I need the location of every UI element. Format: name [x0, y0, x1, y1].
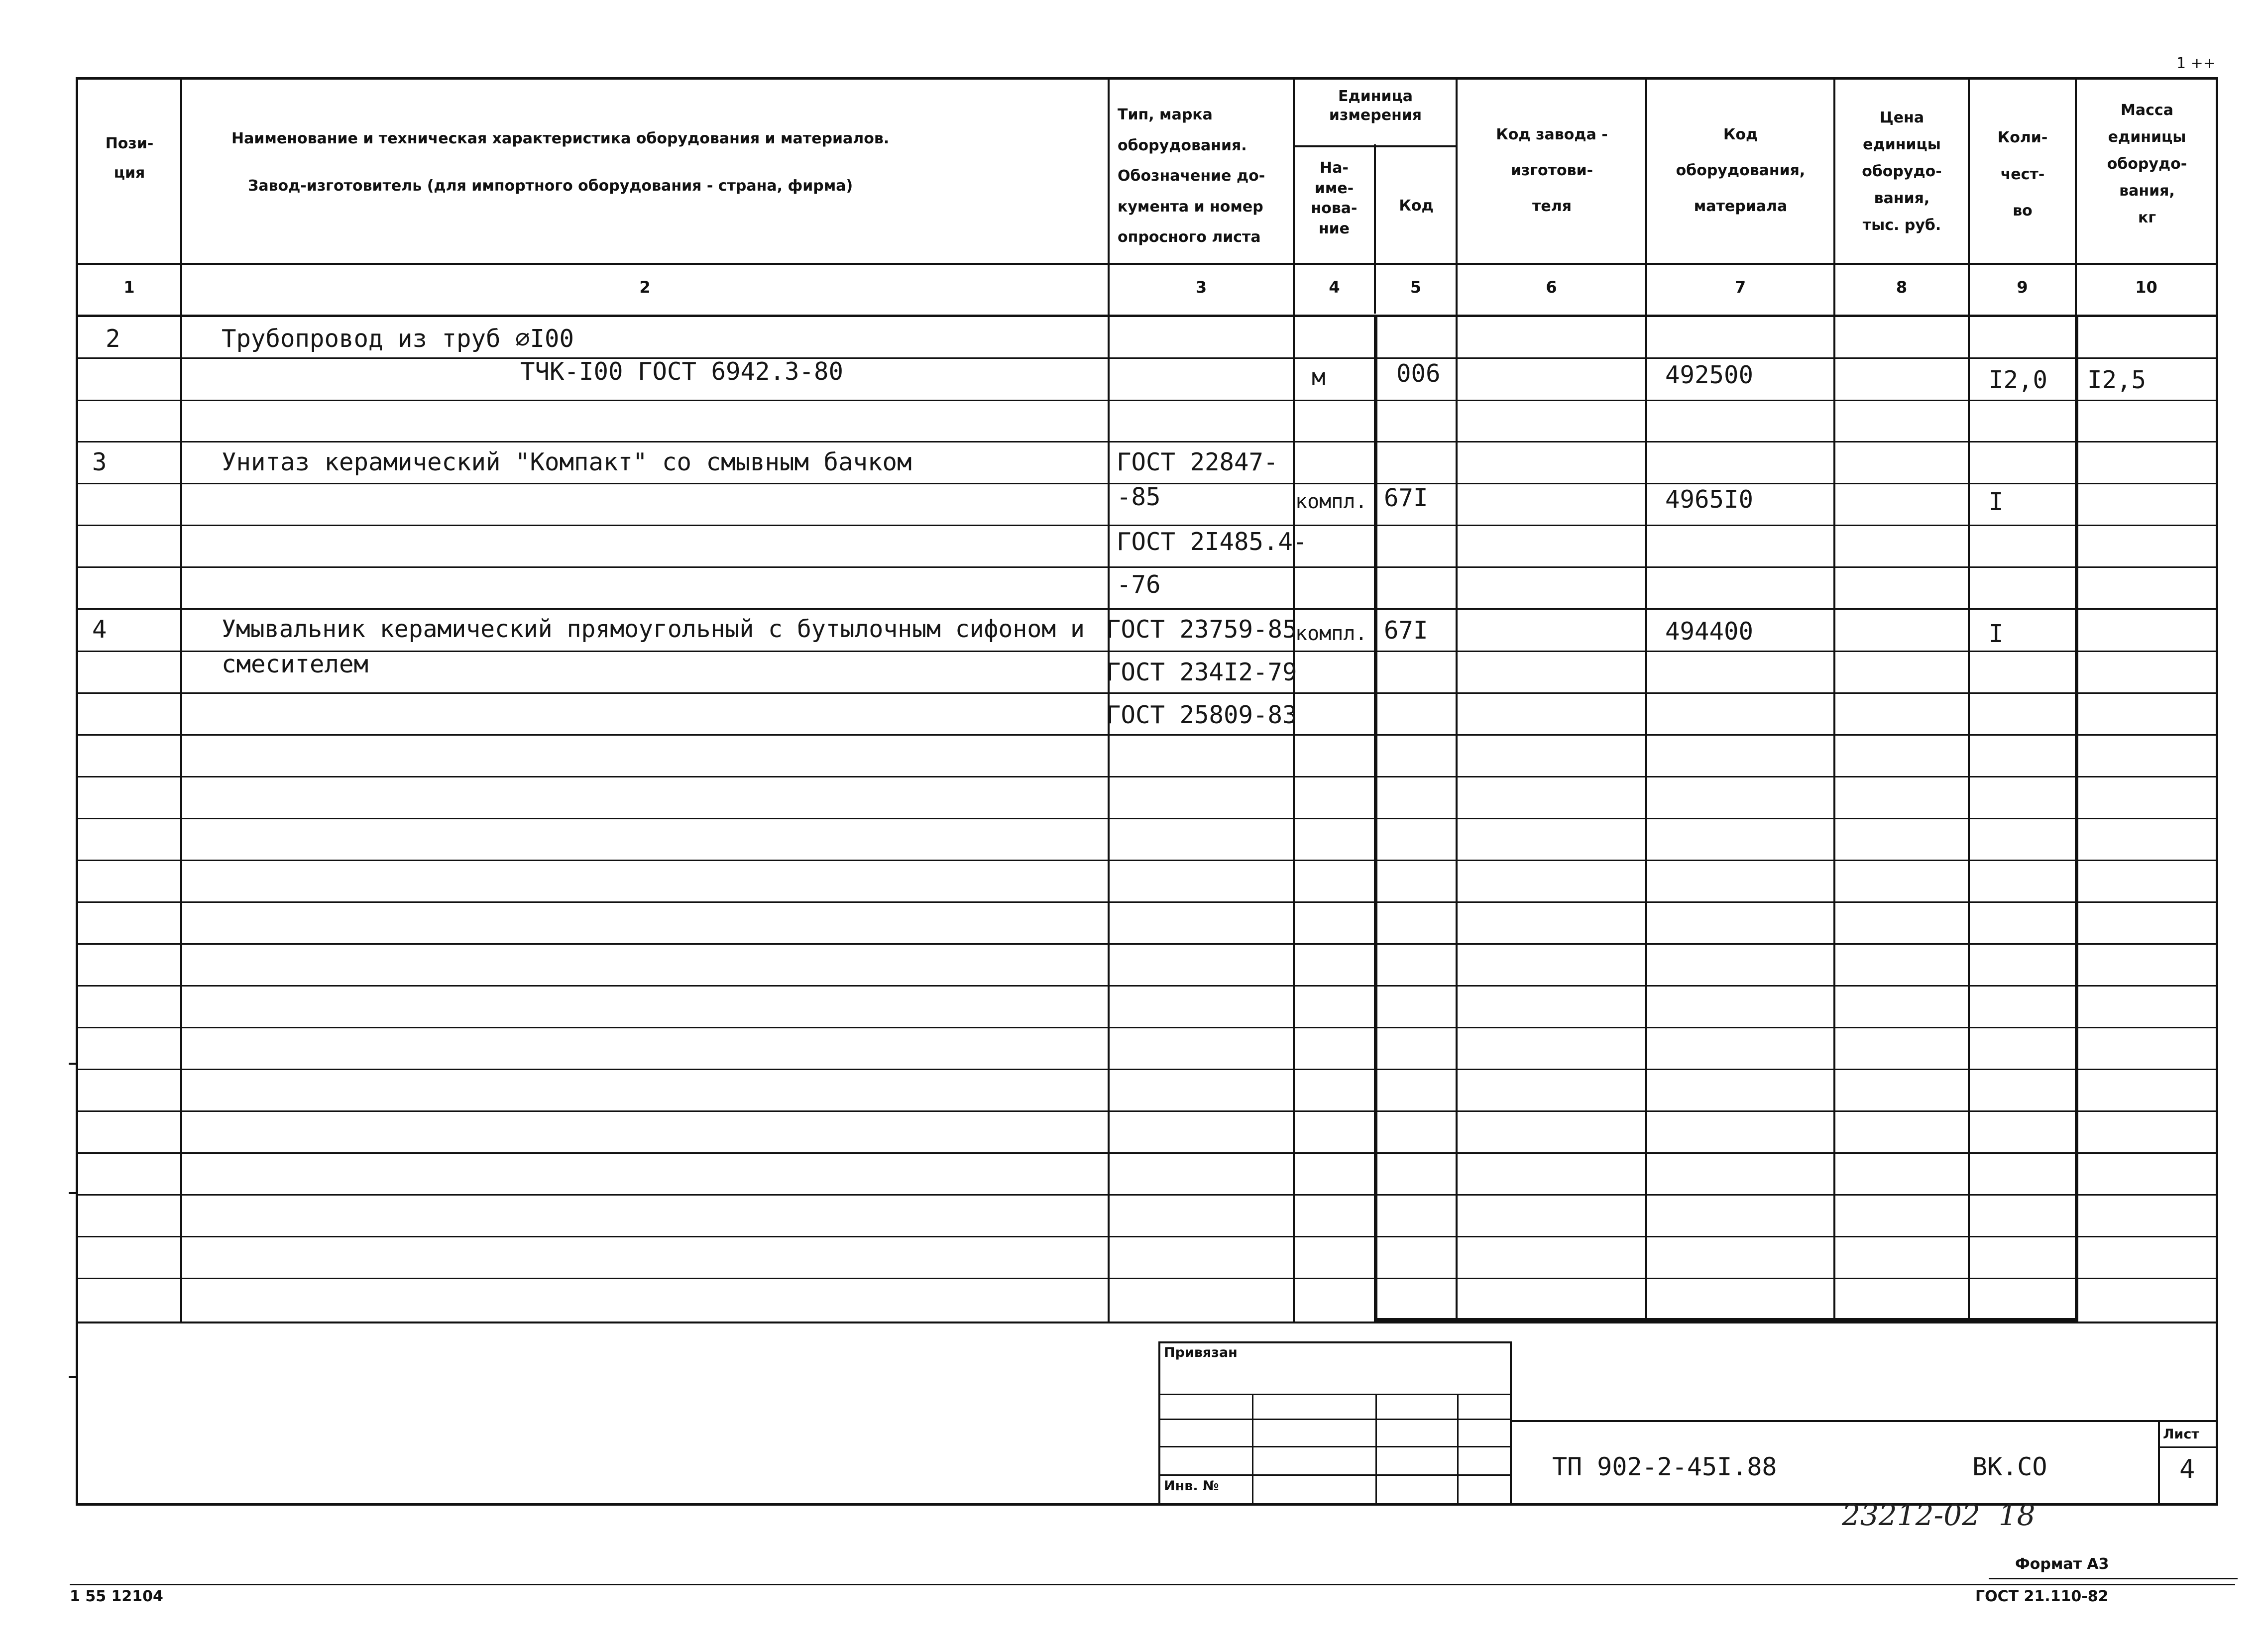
quantity-cell: I: [1989, 620, 2004, 648]
column-number: 3: [1195, 278, 1207, 297]
name-cell: Унитаз керамический "Компакт" со смывным бачком: [222, 448, 912, 476]
column-number: 2: [639, 278, 651, 297]
footer-left-code: 1 55 12104: [70, 1588, 163, 1605]
name-cell: смесителем: [222, 650, 369, 678]
column-number: 10: [2135, 278, 2157, 297]
unit-name-cell: м: [1312, 363, 1326, 390]
type-cell: -85: [1117, 483, 1161, 511]
type-cell: ГОСТ 25809-83: [1106, 701, 1297, 729]
handwritten-archive-number: 23212-02 18: [1842, 1498, 2036, 1532]
column-number: 8: [1896, 278, 1908, 297]
header-price: Цена единицы оборудо- вания, тыс. руб.: [1862, 109, 1942, 234]
unit-name-cell: компл.: [1295, 490, 1367, 513]
type-cell: -76: [1117, 570, 1161, 599]
header-unit-group-label: Единица измерения: [1329, 88, 1422, 124]
position-cell: 4: [92, 615, 107, 644]
header-unit-code: Код: [1399, 197, 1434, 215]
header-equipment-code: Код оборудования, материала: [1676, 126, 1806, 215]
header-position: Пози- ция: [105, 135, 154, 182]
column-number: 6: [1546, 278, 1557, 297]
section-code: ВК.СО: [1972, 1452, 2047, 1481]
header-plant-code: Код завода - изготови- теля: [1496, 126, 1608, 215]
privyazan-label: Привязан: [1164, 1345, 1238, 1360]
equipment-code-cell: 494400: [1665, 617, 1754, 646]
sheet-label: Лист: [2163, 1427, 2199, 1442]
header-name-line2: Завод-изготовитель (для импортного оборудования - страна, фирма): [248, 177, 853, 195]
type-cell: ГОСТ 2I485.4-: [1117, 528, 1308, 556]
name-cell: ТЧК-I00 ГОСТ 6942.3-80: [520, 357, 844, 386]
mass-cell: I2,5: [2087, 366, 2147, 394]
equipment-code-cell: 492500: [1665, 361, 1754, 389]
name-cell: Умывальник керамический прямоугольный с бутылочным сифоном и: [222, 615, 1085, 643]
document-code: ТП 902-2-45I.88: [1552, 1452, 1777, 1481]
quantity-cell: I: [1989, 488, 2004, 516]
column-number: 9: [2017, 278, 2028, 297]
header-mass: Масса единицы оборудо- вания, кг: [2107, 102, 2187, 226]
footer-format: Формат А3: [2015, 1555, 2109, 1573]
equipment-code-cell: 4965I0: [1665, 485, 1754, 514]
header-name-line1: Наименование и техническая характеристика оборудования и материалов.: [231, 130, 890, 147]
unit-code-cell: 67I: [1384, 616, 1428, 645]
column-number: 5: [1410, 278, 1422, 297]
position-cell: 2: [106, 325, 120, 353]
column-number: 7: [1734, 278, 1746, 297]
header-type: Тип, марка оборудования. Обозначение до- кумента и номер опросного листа: [1118, 106, 1265, 246]
type-cell: ГОСТ 23759-85: [1106, 615, 1297, 644]
corner-mark: 1 ++: [2176, 55, 2216, 72]
position-cell: 3: [92, 448, 107, 476]
type-cell: ГОСТ 22847-: [1117, 448, 1278, 476]
header-quantity: Коли- чест- во: [1997, 129, 2048, 220]
header-unit-name: На- име- нова- ние: [1311, 159, 1358, 237]
name-cell: Трубопровод из труб ⌀I00: [222, 325, 574, 353]
sheet-number: 4: [2179, 1454, 2195, 1484]
column-number: 4: [1329, 278, 1340, 297]
unit-code-cell: 006: [1396, 359, 1441, 388]
quantity-cell: I2,0: [1989, 366, 2048, 394]
column-number: 1: [123, 278, 135, 297]
unit-code-cell: 67I: [1384, 484, 1428, 512]
footer-gost: ГОСТ 21.110-82: [1975, 1588, 2109, 1605]
type-cell: ГОСТ 234I2-79: [1106, 658, 1297, 686]
inventory-number-label: Инв. №: [1164, 1478, 1219, 1494]
unit-name-cell: компл.: [1295, 622, 1367, 645]
